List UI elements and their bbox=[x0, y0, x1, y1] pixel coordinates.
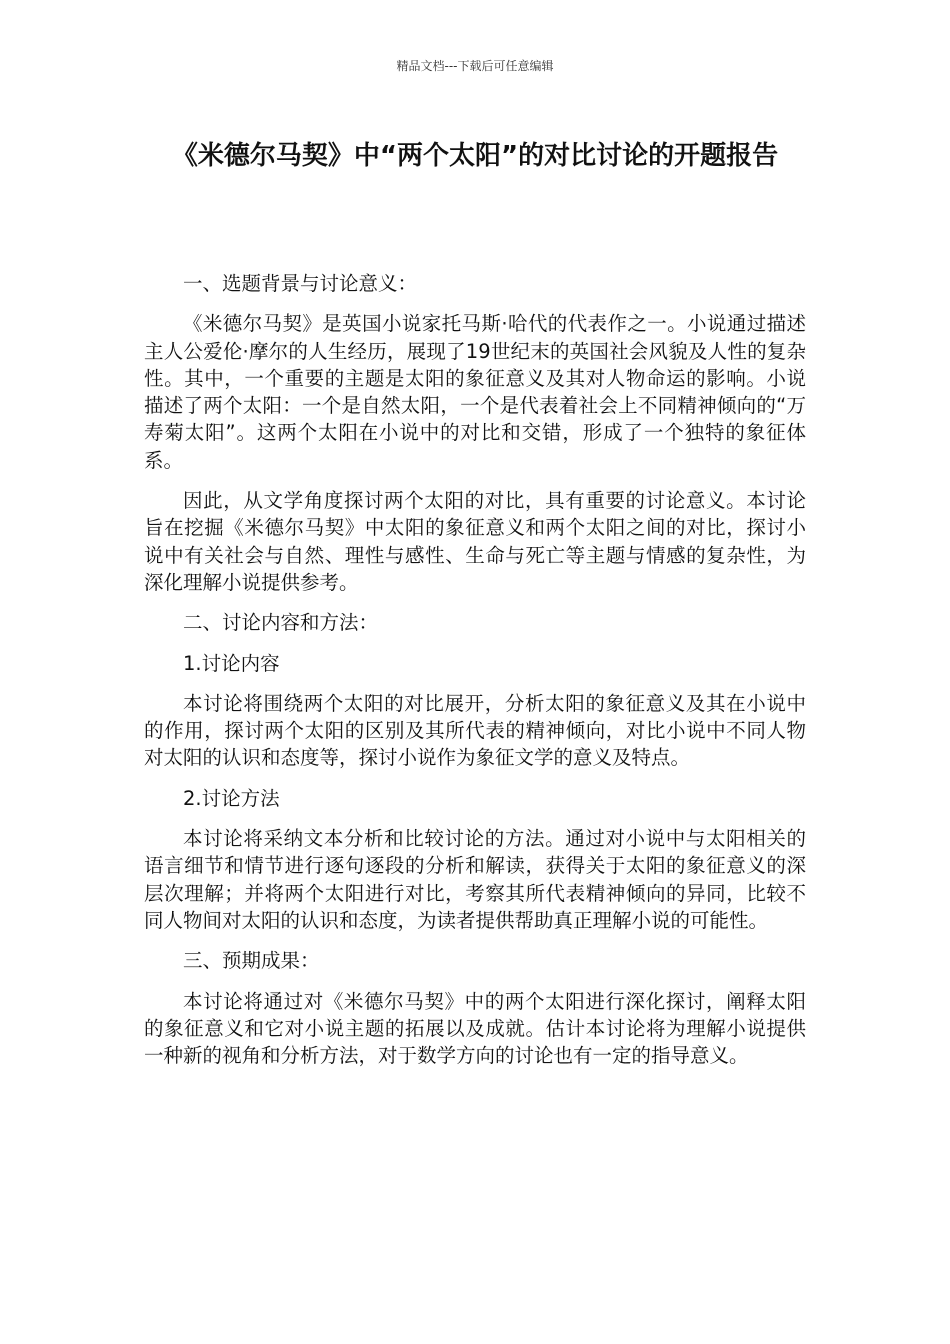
paragraph-outcomes: 本讨论将通过对《米德尔马契》中的两个太阳进行深化探讨，阐释太阳的象征意义和它对小说主题的拓展以及成就。估计本讨论将为理解小说提供一种新的视角和分析方法，对于数学方向的讨论也有一定的指导意义。 bbox=[144, 989, 806, 1068]
paragraph-content: 本讨论将围绕两个太阳的对比展开，分析太阳的象征意义及其在小说中的作用，探讨两个太阳的区别及其所代表的精神倾向，对比小说中不同人物对太阳的认识和态度等，探讨小说作为象征文学的意义及特点。 bbox=[144, 691, 806, 770]
subheading-content: 1.讨论内容 bbox=[183, 651, 280, 675]
paragraph-background-2: 因此，从文学角度探讨两个太阳的对比，具有重要的讨论意义。本讨论旨在挖掘《米德尔马契》中太阳的象征意义和两个太阳之间的对比，探讨小说中有关社会与自然、理性与感性、生命与死亡等主题与情感的复杂性，为深化理解小说提供参考。 bbox=[144, 489, 806, 594]
section-heading-content-method: 二、讨论内容和方法： bbox=[183, 611, 379, 635]
section-heading-background: 一、选题背景与讨论意义： bbox=[183, 272, 418, 295]
section-heading-outcomes: 三、预期成果： bbox=[183, 949, 320, 973]
paragraph-method: 本讨论将采纳文本分析和比较讨论的方法。通过对小说中与太阳相关的语言细节和情节进行逐句逐段的分析和解读，获得关于太阳的象征意义的深层次理解；并将两个太阳进行对比，考察其所代表精神倾向的异同，比较不同人物间对太阳的认识和态度，为读者提供帮助真正理解小说的可能性。 bbox=[144, 827, 806, 932]
document-title: 《米德尔马契》中“两个太阳”的对比讨论的开题报告 bbox=[171, 141, 779, 171]
paragraph-background-1: 《米德尔马契》是英国小说家托马斯·哈代的代表作之一。小说通过描述主人公爱伦·摩尔的人生经历，展现了19世纪末的英国社会风貌及人性的复杂性。其中，一个重要的主题是太阳的象征意义及其对人物命运的影响。小说描述了两个太阳：一个是自然太阳，一个是代表着社会上不同精神倾向的“万寿菊太阳”。这两个太阳在小说中的对比和交错，形成了一个独特的象征体系。 bbox=[144, 312, 806, 472]
header-note: 精品文档---下载后可任意编辑 bbox=[396, 59, 554, 73]
subheading-method: 2.讨论方法 bbox=[183, 786, 280, 810]
document-body bbox=[144, 270, 806, 1082]
